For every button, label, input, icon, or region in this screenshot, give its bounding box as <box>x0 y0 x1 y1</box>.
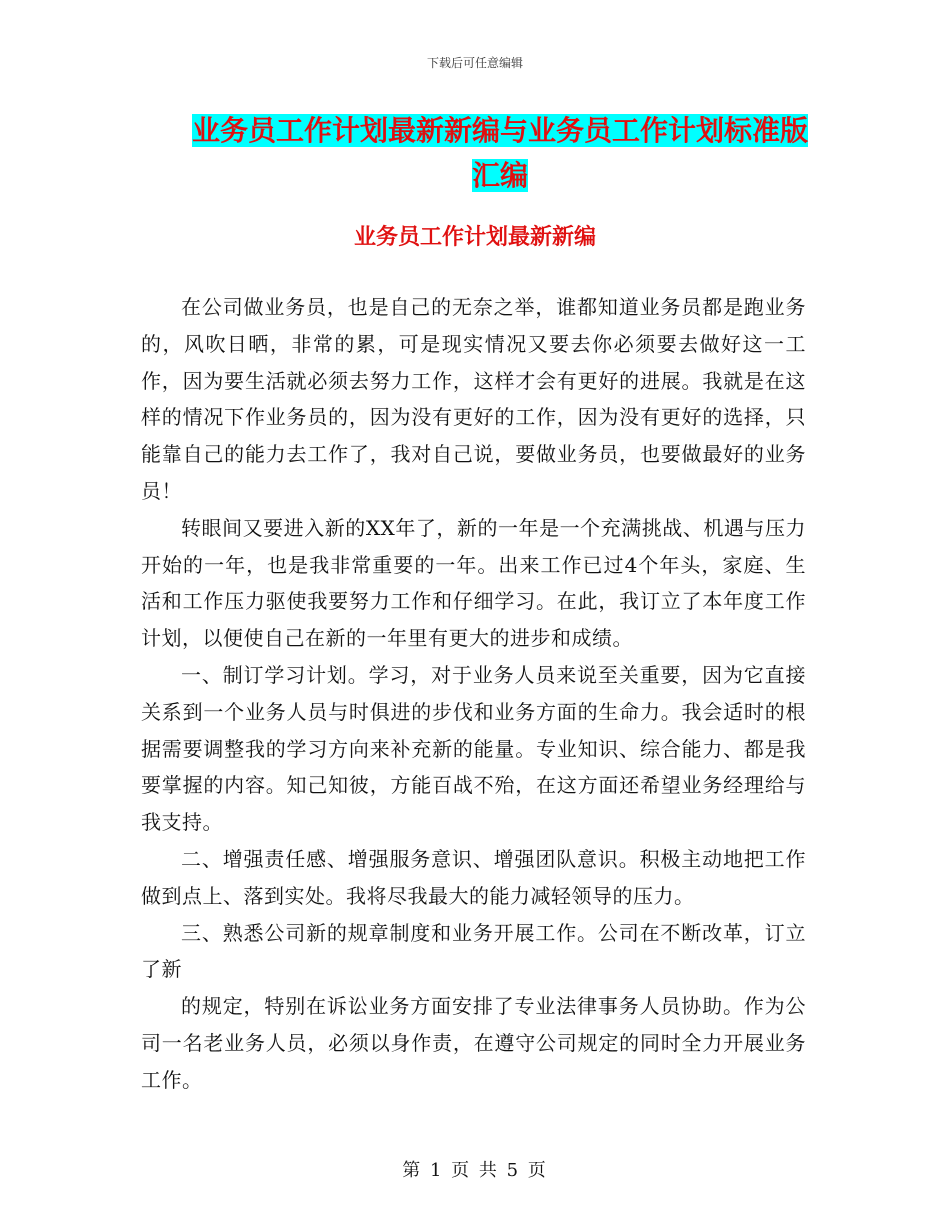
document-body <box>141 289 806 1099</box>
section-title: 业务员工作计划最新新编 <box>353 225 596 250</box>
paragraph: 三、熟悉公司新的规章制度和业务开展工作。公司在不断改革，订立了新 <box>141 920 806 982</box>
paragraph: 二、增强责任感、增强服务意识、增强团队意识。积极主动地把工作做到点上、落到实处。我将尽我最大的能力减轻领导的压力。 <box>141 846 806 908</box>
page-footer: 第 1 页 共 5 页 <box>402 1160 548 1181</box>
header-note: 下载后可任意编辑 <box>426 56 523 70</box>
document-title-text: 业务员工作计划最新新编与业务员工作计划标准版汇编 <box>191 114 808 192</box>
paragraph: 转眼间又要进入新的XX年了，新的一年是一个充满挑战、机遇与压力开始的一年，也是我非常重要的一年。出来工作已过4个年头，家庭、生活和工作压力驱使我要努力工作和仔细学习。在此，我订立了本年度工作计划，以便使自己在新的一年里有更大的进步和成绩。 <box>141 515 806 651</box>
document-title <box>190 108 810 198</box>
paragraph: 的规定，特别在诉讼业务方面安排了专业法律事务人员协助。作为公司一名老业务人员，必须以身作责，在遵守公司规定的同时全力开展业务工作。 <box>141 994 806 1092</box>
paragraph: 在公司做业务员，也是自己的无奈之举，谁都知道业务员都是跑业务的，风吹日晒，非常的累，可是现实情况又要去你必须要去做好这一工作，因为要生活就必须去努力工作，这样才会有更好的进展。我就是在这样的情况下作业务员的，因为没有更好的工作，因为没有更好的选择，只能靠自己的能力去工作了，我对自己说，要做业务员，也要做最好的业务员！ <box>141 295 806 503</box>
paragraph: 一、制订学习计划。学习，对于业务人员来说至关重要，因为它直接关系到一个业务人员与时俱进的步伐和业务方面的生命力。我会适时的根据需要调整我的学习方向来补充新的能量。专业知识、综合能力、都是我要掌握的内容。知己知彼，方能百战不殆，在这方面还希望业务经理给与我支持。 <box>141 662 806 835</box>
